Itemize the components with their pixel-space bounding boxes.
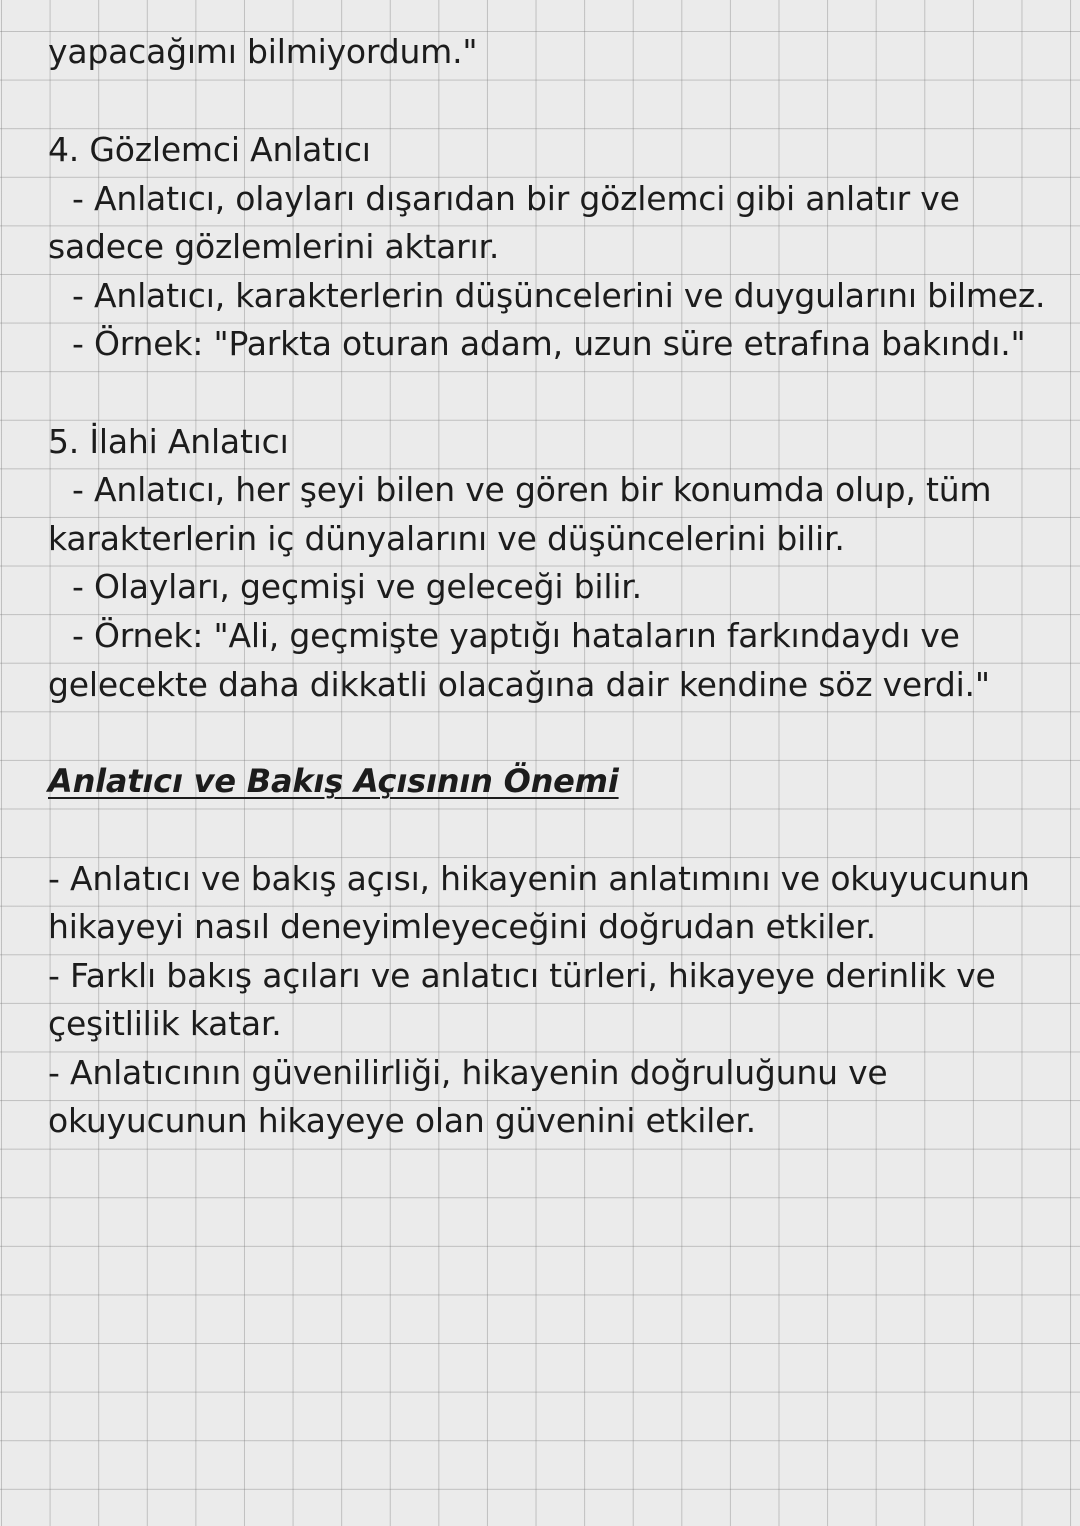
text-line: - Anlatıcı, karakterlerin düşüncelerini ve duygularını bilmez.	[72, 276, 1046, 315]
text-line: sadece gözlemlerini aktarır.	[48, 227, 500, 266]
text-line: - Anlatıcı, her şeyi bilen ve gören bir konumda olup, tüm	[72, 470, 992, 509]
text-line: - Farklı bakış açıları ve anlatıcı türleri, hikayeye derinlik ve	[48, 956, 996, 995]
section-title-omniscient-narrator: 5. İlahi Anlatıcı	[48, 422, 289, 461]
text-line: hikayeyi nasıl deneyimleyeceğini doğrudan etkiler.	[48, 907, 876, 946]
text-line: - Olayları, geçmişi ve geleceği bilir.	[72, 567, 642, 606]
text-line: gelecekte daha dikkatli olacağına dair kendine söz verdi."	[48, 665, 990, 704]
section-heading-importance: Anlatıcı ve Bakış Açısının Önemi	[48, 762, 619, 800]
text-line: - Örnek: "Parkta oturan adam, uzun süre etrafına bakındı."	[72, 324, 1026, 363]
text-line: - Anlatıcı, olayları dışarıdan bir gözlemci gibi anlatır ve	[72, 179, 960, 218]
text-line: - Anlatıcı ve bakış açısı, hikayenin anlatımını ve okuyucunun	[48, 859, 1030, 898]
section-title-observer-narrator: 4. Gözlemci Anlatıcı	[48, 130, 371, 169]
text-line: karakterlerin iç dünyalarını ve düşüncelerini bilir.	[48, 519, 845, 558]
text-line: çeşitlilik katar.	[48, 1004, 282, 1043]
text-line: yapacağımı bilmiyordum."	[48, 32, 478, 71]
text-line: okuyucunun hikayeye olan güvenini etkiler.	[48, 1101, 756, 1140]
text-line: - Anlatıcının güvenilirliği, hikayenin doğruluğunu ve	[48, 1053, 888, 1092]
text-line: - Örnek: "Ali, geçmişte yaptığı hataların farkındaydı ve	[72, 616, 960, 655]
